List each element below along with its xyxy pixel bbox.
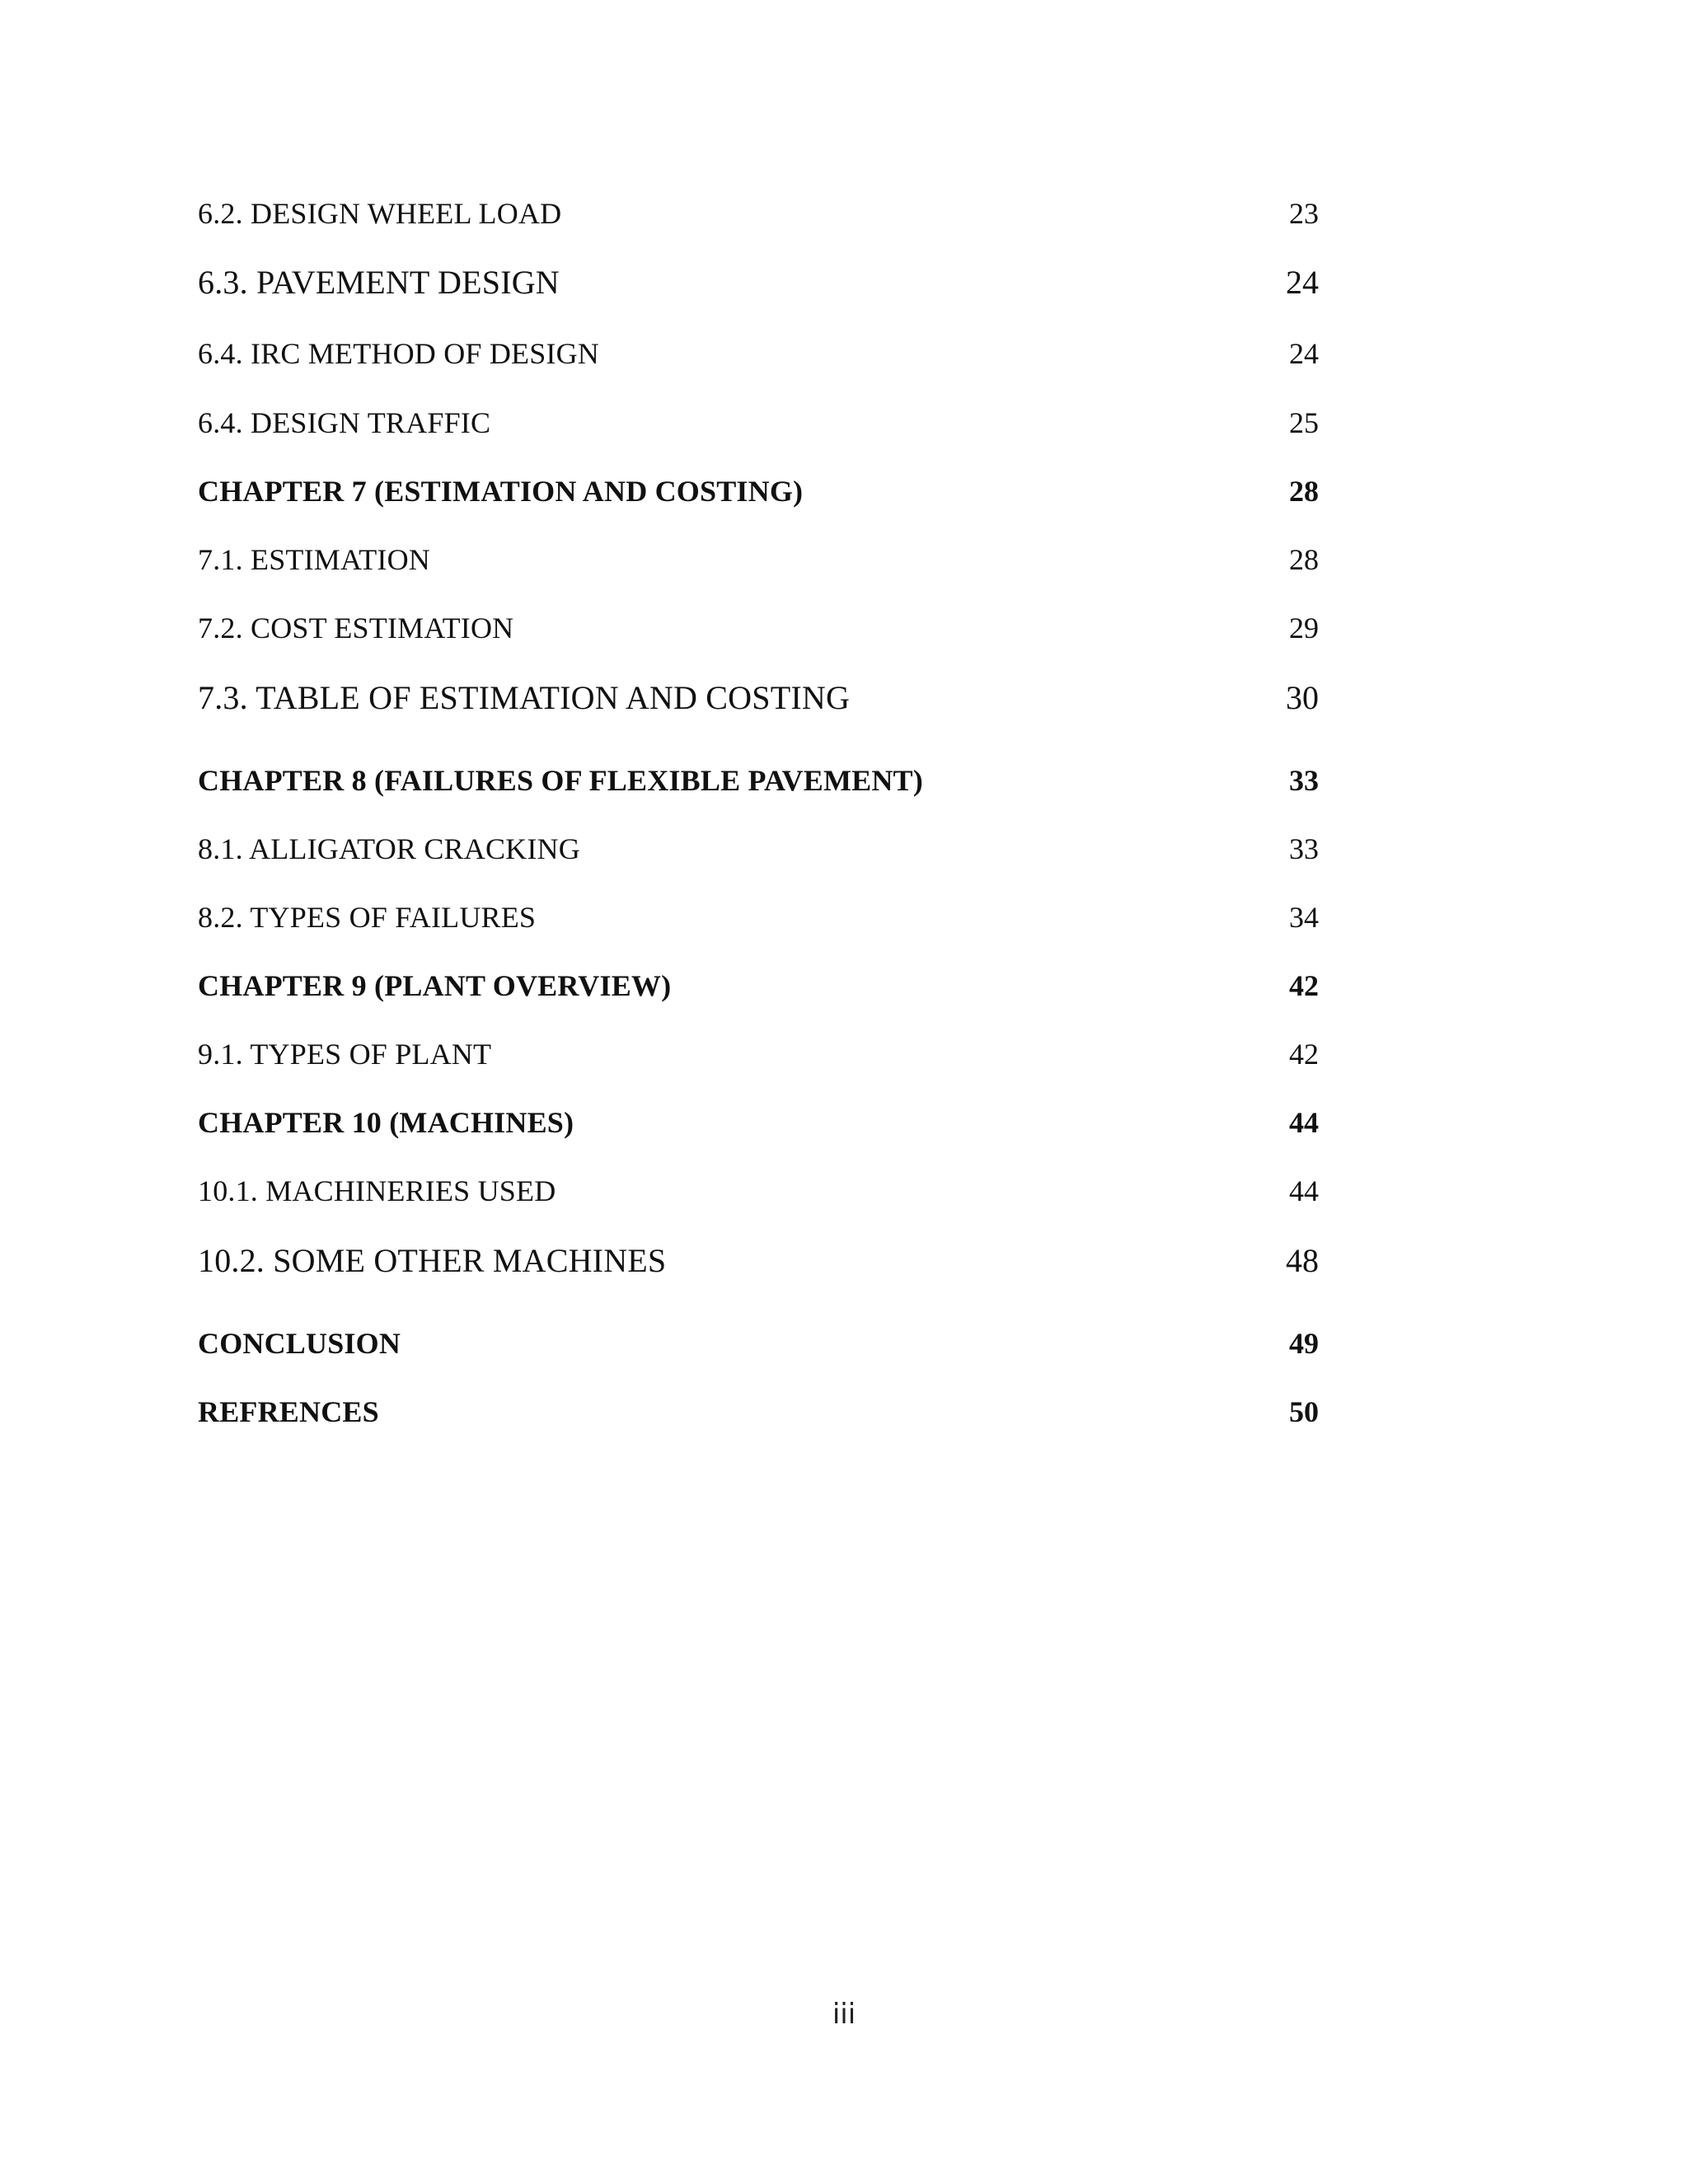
toc-entry-page: 29: [1289, 612, 1319, 644]
toc-entry-title: 9.1. TYPES OF PLANT: [198, 1038, 492, 1071]
toc-entry-page: 34: [1289, 901, 1319, 934]
toc-chapter-9: [198, 961, 1319, 1010]
toc-entry-6-2: [198, 189, 1319, 238]
toc-chapter-10: [198, 1098, 1319, 1147]
toc-entry-6-3: [198, 258, 1319, 307]
toc-entry-title: 7.3. TABLE OF ESTIMATION AND COSTING: [198, 679, 851, 716]
toc-entry-8-2: [198, 893, 1319, 942]
toc-chapter-title: CHAPTER 8 (FAILURES OF FLEXIBLE PAVEMENT): [198, 764, 923, 797]
toc-chapter-page: 44: [1289, 1106, 1319, 1139]
toc-conclusion: [198, 1319, 1319, 1368]
toc-entry-7-1: [198, 535, 1319, 584]
toc-entry-page: 23: [1289, 197, 1319, 230]
toc-entry-title: 6.4. DESIGN TRAFFIC: [198, 406, 491, 439]
toc-chapter-page: 28: [1289, 475, 1319, 508]
toc-entry-7-2: [198, 603, 1319, 653]
toc-chapter-page: 33: [1289, 764, 1319, 797]
toc-entry-page: 28: [1289, 543, 1319, 576]
toc-entry-8-1: [198, 824, 1319, 874]
toc-chapter-title: CHAPTER 9 (PLANT OVERVIEW): [198, 969, 672, 1002]
toc-entry-page: 44: [1289, 1174, 1319, 1207]
toc-chapter-page: 42: [1289, 969, 1319, 1002]
toc-chapter-page: 50: [1289, 1395, 1319, 1428]
toc-entry-title: 8.1. ALLIGATOR CRACKING: [198, 832, 580, 865]
toc-entry-title: 6.2. DESIGN WHEEL LOAD: [198, 197, 562, 230]
toc-chapter-title: CHAPTER 7 (ESTIMATION AND COSTING): [198, 475, 804, 508]
toc-chapter-title: CHAPTER 10 (MACHINES): [198, 1106, 574, 1139]
toc-entry-page: 33: [1289, 832, 1319, 865]
toc-entry-9-1: [198, 1029, 1319, 1079]
toc-entry-title: 7.2. COST ESTIMATION: [198, 612, 514, 644]
toc-entry-page: 24: [1289, 337, 1319, 370]
toc-entry-title: 6.4. IRC METHOD OF DESIGN: [198, 337, 600, 370]
toc-chapter-7: [198, 466, 1319, 516]
toc-references: [198, 1387, 1319, 1436]
toc-entry-title: 7.1. ESTIMATION: [198, 543, 430, 576]
toc-chapter-8: [198, 756, 1319, 805]
toc-entry-title: 6.3. PAVEMENT DESIGN: [198, 264, 560, 301]
toc-entry-10-2: [198, 1236, 1319, 1286]
toc-chapter-title: CONCLUSION: [198, 1327, 401, 1360]
toc-entry-page: 30: [1286, 679, 1319, 716]
toc-entry-page: 42: [1289, 1038, 1319, 1071]
toc-entry-6-4-irc: [198, 329, 1319, 378]
toc-entry-page: 48: [1286, 1242, 1319, 1279]
toc-entry-title: 8.2. TYPES OF FAILURES: [198, 901, 537, 934]
toc-entry-title: 10.2. SOME OTHER MACHINES: [198, 1242, 667, 1279]
toc-chapter-page: 49: [1289, 1327, 1319, 1360]
toc-entry-page: 25: [1289, 406, 1319, 439]
toc-chapter-title: REFRENCES: [198, 1395, 379, 1428]
toc-entry-page: 24: [1286, 264, 1319, 301]
toc-entry-title: 10.1. MACHINERIES USED: [198, 1174, 556, 1207]
toc-entry-7-3: [198, 673, 1319, 723]
toc-entry-6-4-traffic: [198, 398, 1319, 448]
toc-entry-10-1: [198, 1166, 1319, 1216]
page-number: iii: [832, 1998, 856, 2031]
